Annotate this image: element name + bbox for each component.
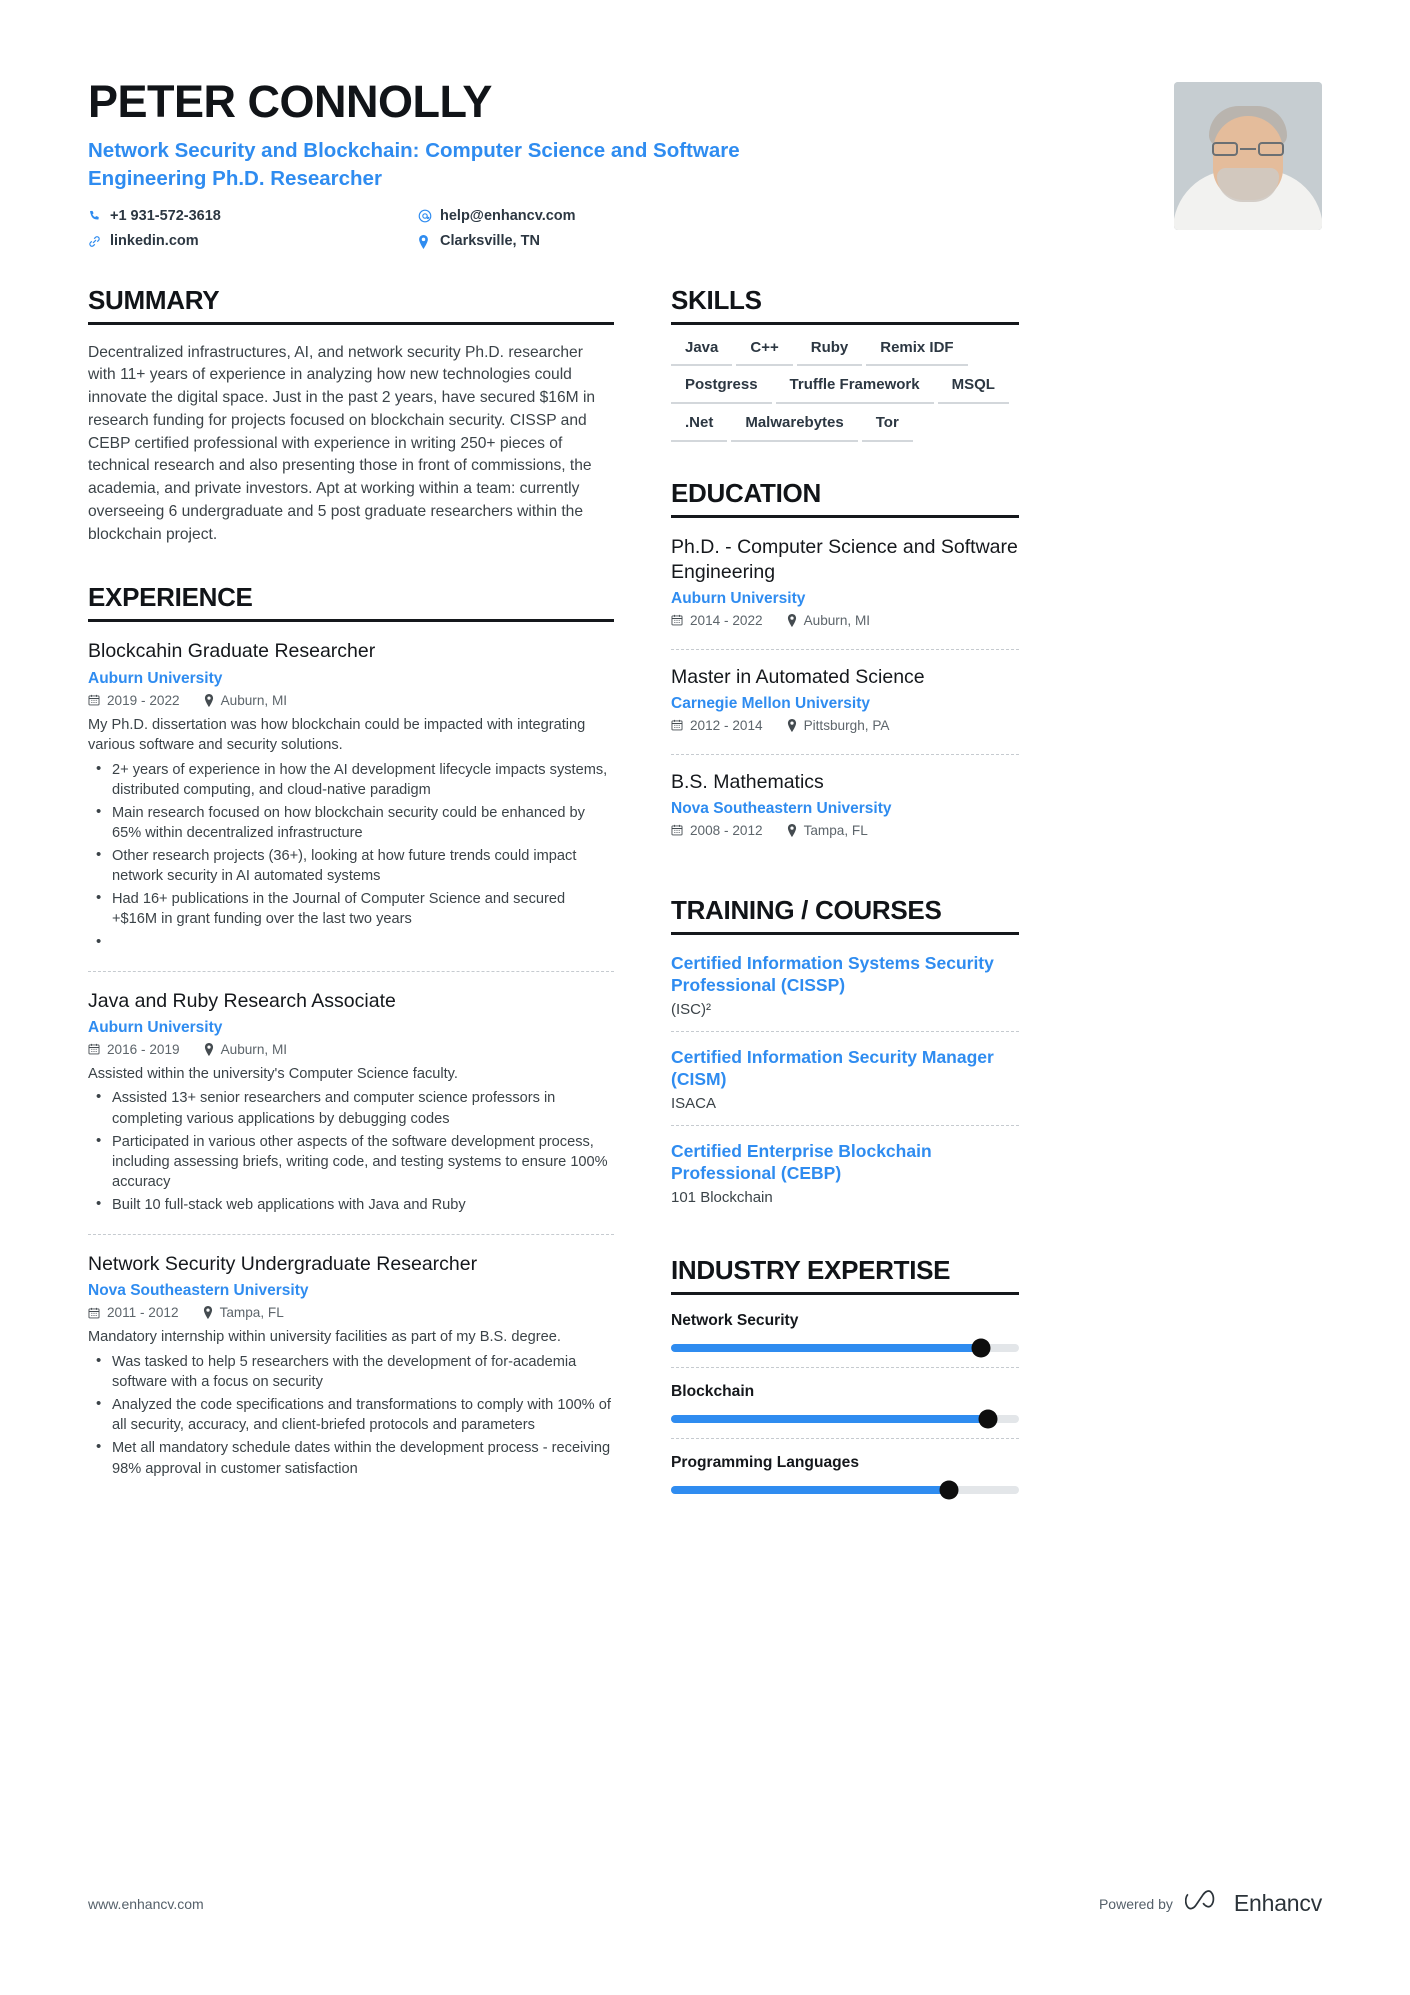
experience-dates [88,1042,180,1057]
experience-heading: EXPERIENCE [88,582,614,622]
education-meta [671,718,1019,733]
location-icon [787,824,797,837]
brand-name: Enhancv [1233,1890,1322,1916]
skill-tag: Remix IDF [866,339,967,367]
education-dates-text: 2012 - 2014 [690,717,763,733]
professional-headline: Network Security and Blockchain: Computer Science and Software Engineering Ph.D. Researcher [88,139,740,190]
avatar [1174,82,1322,230]
experience-location-text: Auburn, MI [220,692,288,708]
education-degree: Master in Automated Science [671,665,925,688]
contact-phone[interactable] [88,208,418,225]
skill-tag: Truffle Framework [776,376,934,404]
calendar-icon [671,824,683,836]
education-dates [671,823,763,838]
resume-body [0,285,1410,1545]
list-item: • 2+ years of experience in how the AI development lifecycle impacts systems, distributed computing, and cloud-native paradigm [88,760,614,800]
education-location-text: Tampa, FL [803,822,868,838]
expertise-label: Programming Languages [671,1453,860,1471]
experience-bullets [88,1088,614,1215]
education-location-text: Pittsburgh, PA [803,717,890,733]
list-item: • Assisted 13+ senior researchers and computer science professors in completing various applications by debugging codes [88,1088,614,1128]
contact-link-text: linkedin.com [110,233,199,250]
slider-knob[interactable] [971,1338,990,1357]
contact-link[interactable] [88,233,418,250]
skills-list [671,339,1019,442]
enhancv-logo-icon [1185,1890,1225,1917]
calendar-icon [88,694,100,706]
list-item: • Had 16+ publications in the Journal of Computer Science and secured +$16M in grant funding over the last two years [88,889,614,929]
experience-dates [88,693,180,708]
experience-entry [88,1234,614,1498]
experience-description: Mandatory internship within university facilities as part of my B.S. degree. [88,1329,561,1346]
slider-knob[interactable] [978,1409,997,1428]
education-degree: B.S. Mathematics [671,770,824,793]
expertise-item [671,1312,1019,1367]
page-title: PETER CONNOLLY [88,76,492,127]
experience-location [204,1042,288,1057]
education-school[interactable]: Nova Southeastern University [671,799,892,817]
experience-dates-text: 2019 - 2022 [107,692,180,708]
skills-heading: SKILLS [671,285,1019,325]
training-heading: TRAINING / COURSES [671,895,1019,935]
resume-footer [88,1890,1322,1917]
education-entry [671,535,1019,649]
skill-tag: Malwarebytes [731,414,857,442]
experience-meta [88,1042,614,1057]
email-icon [418,209,440,223]
experience-section [88,582,614,1497]
list-item: • Other research projects (36+), looking at how future trends could impact network security in AI automated systems [88,846,614,886]
list-item [88,933,614,952]
list-item: • Main research focused on how blockchain security could be enhanced by 65% within decentralized infrastructure [88,803,614,843]
header-text-block [88,78,848,251]
experience-entry [88,639,614,970]
footer-branding [1099,1890,1322,1917]
list-item: • Was tasked to help 5 researchers with the development of for-academia software with a focus on security [88,1352,614,1392]
resume-header [0,0,1410,251]
experience-meta [88,1305,614,1320]
contact-email[interactable] [418,208,748,225]
experience-dates-text: 2016 - 2019 [107,1041,180,1057]
education-dates-text: 2014 - 2022 [690,612,763,628]
training-title[interactable]: Certified Information Systems Security Professional (CISSP) [671,952,994,995]
link-icon [88,235,110,248]
education-school[interactable]: Auburn University [671,589,806,607]
calendar-icon [671,719,683,731]
list-item: • Analyzed the code specifications and transformations to comply with 100% of all security, accuracy, and client-briefed protocols and parameters [88,1395,614,1435]
skill-tag: Postgress [671,376,772,404]
education-school[interactable]: Carnegie Mellon University [671,694,870,712]
contact-list [88,208,748,251]
location-icon [204,1043,214,1056]
experience-description: My Ph.D. dissertation was how blockchain could be impacted with integrating various software and security solutions. [88,716,586,754]
training-entry [671,1031,1019,1125]
location-icon [418,235,440,249]
summary-section [88,285,614,547]
experience-organization[interactable]: Nova Southeastern University [88,1282,309,1300]
experience-organization[interactable]: Auburn University [88,1018,223,1036]
experience-location [204,693,288,708]
skill-tag: Tor [862,414,913,442]
contact-phone-text: +1 931-572-3618 [110,207,221,224]
location-icon [787,614,797,627]
experience-dates-text: 2011 - 2012 [107,1305,179,1321]
experience-location-text: Auburn, MI [220,1041,288,1057]
contact-location[interactable] [418,233,748,250]
skill-tag: Java [671,339,732,367]
education-dates [671,718,763,733]
contact-email-text: help@enhancv.com [440,207,576,224]
experience-meta [88,693,614,708]
education-section [671,478,1019,859]
skills-section [671,285,1019,442]
location-icon [787,719,797,732]
training-entry [671,952,1019,1031]
experience-organization[interactable]: Auburn University [88,669,223,687]
education-entry [671,754,1019,859]
footer-url[interactable]: www.enhancv.com [88,1895,204,1912]
expertise-slider[interactable] [671,1415,1019,1423]
skill-tag: .Net [671,414,727,442]
slider-fill [671,1344,981,1352]
experience-job-title: Blockcahin Graduate Researcher [88,640,376,663]
experience-location [203,1305,284,1320]
experience-job-title: Java and Ruby Research Associate [88,989,396,1012]
training-title[interactable]: Certified Information Security Manager (CISM) [671,1046,994,1089]
slider-fill [671,1486,949,1494]
slider-knob[interactable] [940,1480,959,1499]
phone-icon [88,210,110,223]
training-provider: ISACA [671,1094,717,1112]
experience-bullets [88,1352,614,1479]
calendar-icon [88,1043,100,1055]
training-title[interactable]: Certified Enterprise Blockchain Professional (CEBP) [671,1140,932,1183]
right-column [671,285,1019,1545]
experience-job-title: Network Security Undergraduate Researcher [88,1253,478,1276]
experience-entry [88,971,614,1235]
education-location [787,823,868,838]
education-meta [671,613,1019,628]
education-dates [671,613,763,628]
expertise-label: Network Security [671,1311,799,1329]
industry-expertise-section [671,1255,1019,1509]
experience-dates [88,1305,179,1320]
education-location [787,613,871,628]
training-provider: (ISC)² [671,1000,711,1018]
expertise-label: Blockchain [671,1382,755,1400]
experience-location-text: Tampa, FL [219,1305,284,1321]
education-degree: Ph.D. - Computer Science and Software Engineering [671,535,1018,583]
powered-by-label: Powered by [1098,1895,1173,1912]
skill-tag: C++ [736,339,792,367]
training-provider: 101 Blockchain [671,1188,773,1206]
expertise-slider[interactable] [671,1344,1019,1352]
summary-text: Decentralized infrastructures, AI, and network security Ph.D. researcher with 11+ years of experience in analyzing how new technologies could innovate the digital space. Just in the past 2 years, have secured $16M in research funding for projects focused on blockchain security. CISSP and CEBP certified professional with experience in writing 250+ pieces of technical research and also presenting those in front of commissions, the academia, and private investors. Apt at working within a team: currently overseeing 6 undergraduate and 5 post graduate researchers within the blockchain project. [88,343,596,543]
list-item: • Participated in various other aspects of the software development process, including assessing briefs, writing code, and testing systems to ensure 100% accuracy [88,1132,614,1192]
education-heading: EDUCATION [671,478,1019,518]
education-location [787,718,890,733]
industry-expertise-heading: INDUSTRY EXPERTISE [671,1255,1019,1295]
location-icon [204,694,214,707]
education-dates-text: 2008 - 2012 [690,822,763,838]
skill-tag: Ruby [797,339,863,367]
calendar-icon [88,1307,100,1319]
education-location-text: Auburn, MI [803,612,871,628]
contact-location-text: Clarksville, TN [440,233,540,250]
expertise-slider[interactable] [671,1486,1019,1494]
expertise-item [671,1438,1019,1509]
location-icon [203,1306,213,1319]
brand [1185,1890,1322,1917]
experience-bullets [88,760,614,952]
education-entry [671,649,1019,754]
calendar-icon [671,614,683,626]
training-section [671,895,1019,1219]
experience-description: Assisted within the university's Computer Science faculty. [88,1065,458,1082]
left-column [88,285,614,1534]
education-meta [671,823,1019,838]
slider-fill [671,1415,988,1423]
list-item: • Met all mandatory schedule dates within the development process - receiving 98% approval in customer satisfaction [88,1438,614,1478]
list-item: • Built 10 full-stack web applications with Java and Ruby [88,1195,614,1215]
expertise-item [671,1367,1019,1438]
summary-heading: SUMMARY [88,285,614,325]
skill-tag: MSQL [938,376,1009,404]
training-entry [671,1125,1019,1219]
